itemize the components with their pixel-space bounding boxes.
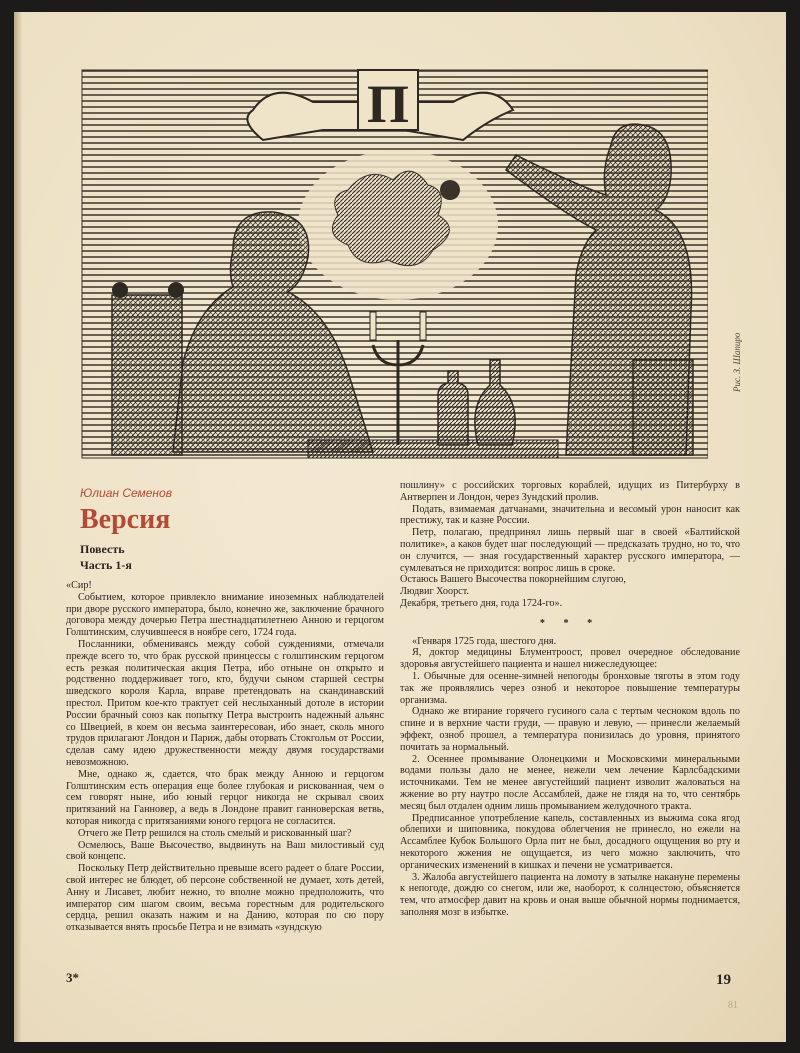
paragraph: 2. Осеннее промывание Олонецкими и Московскими минеральными водами пользы дало не менее, нежели чем лечение Карлсбадскими источниками. Тем не менее августейший пациент изволит жаловаться на жжение во рту наутро после Ассамблей, даже не глядя на то, что сентябрь месяц был отдален одним лишь промыванием желудочного тракта.: [400, 753, 740, 812]
paragraph: Мне, однако ж, сдается, что брак между Анною и герцогом Голштинским есть операция еще более глубокая и рискованная, чем о сем говорят ныне, ибо юный герцог никогда не скрывал своих притязаний на Ганновер, а ведь в Лондоне правит ганноверская ветвь, которая никогда с притязаниями юного герцога не согласится.: [66, 768, 384, 827]
closing-line: Остаюсь Вашего Высочества покорнейшим слугою,: [400, 574, 626, 586]
paragraph: Однако же втирание горячего гусиного сала с тертым чесноком вдоль по спине и в верхние части груди, — правую и левую, — принесли желаемый эффект, озноб прошел, а температура понизилась до уровня, принятого почитать за нормальный.: [400, 706, 740, 753]
page-spine-shadow: [14, 12, 22, 1042]
initial-letter: П: [366, 74, 410, 134]
article-title: Версия: [80, 504, 171, 535]
paragraph: Петр, полагаю, предпринял лишь первый шаг в своей «Балтийской политике», а каков будет шаг последующий — предсказать трудно, но то, что он случится, — зная государственный характер русского императора, — сумлеваться не приходится: вопрос лишь в сроке.: [400, 527, 740, 574]
letter-signature: Людвиг Хоорст.: [400, 586, 469, 598]
left-text-column: [66, 580, 384, 934]
paragraph: 1. Обычные для осенне-зимней непогоды бронховые тяготы в этом году так же проявлялись через озноб и некоторое повышение температуры организма.: [400, 670, 740, 706]
section-separator: * * *: [539, 617, 601, 629]
author-name: Юлиан Семенов: [80, 486, 172, 500]
paragraph: «Сир!: [66, 580, 92, 591]
illustration-credit: Рис. З. Шапиро: [732, 332, 742, 392]
article-subtitle: Повесть: [80, 542, 125, 556]
paragraph: «Генваря 1725 года, шестого дня.: [412, 635, 557, 647]
paragraph: Предписанное употребление капель, составленных из выжима сока ягод облепихи и шиповника, покудова облегчения не принесло, но ежели на Ассамблее Кубок Большого Орла пит не был, досадного ощущения во рту и некоторого жжения не ощущается, из чего можно заключить, что органических изменений в кишках и печени не усматривается.: [400, 812, 740, 871]
paragraph: Событием, которое привлекло внимание иноземных наблюдателей при дворе русского императора, было, конечно же, заключение брачного договора между дочерью Петра шестнадцатилетнею Анною и герцогом Голштинским, случившееся в ноябре сего, 1724 года.: [66, 591, 384, 639]
chair-left: [112, 295, 182, 455]
paragraph: пошлину» с российских торговых кораблей, идущих из Питербурху в Антверпен и Лондон, через Зундский пролив.: [400, 480, 740, 503]
right-text-column: [400, 480, 740, 919]
paragraph: Осмелюсь, Ваше Высочество, выдвинуть на Ваш милостивый суд свой концепс.: [66, 839, 384, 863]
paragraph: Поскольку Петр действительно превыше всего радеет о благе России, свой интерес не блюдет, об персоне собственной не думает, хоть детей, Анну и Лисавет, любит нежно, то вполне можно предположить, что император сим шагом своим, весьма горестным для родительского сердца, решил оказать нажим и на Данию, которая по сю пору отказывается внять просьбе Петра и не взимать «зундскую: [66, 863, 384, 934]
paragraph: Отчего же Петр решился на столь смелый и рискованный шаг?: [78, 827, 352, 839]
pencil-note: 81: [728, 1000, 738, 1011]
signature-mark: 3*: [66, 970, 79, 985]
article-part: Часть 1-я: [80, 558, 132, 572]
paragraph: Я, доктор медицины Блументроост, провел очередное обследование здоровья августейшего пациента и нашел нижеследующее:: [400, 647, 740, 671]
paragraph: 3. Жалоба августейшего пациента на ломоту в затылке накануне перемены к непогоде, дождю со снегом, или же, наоборот, к солнцестою, объясняется тем, что атмосфер давит на кровь и оная выше обычной нормы поднимается, заполняя мозг в избытке.: [400, 871, 740, 918]
paragraph: Подать, взимаемая датчанами, значительна и весомый урон наносит как престижу, так и казне России.: [400, 503, 740, 527]
page-number: 19: [716, 972, 731, 988]
magazine-page: [14, 12, 786, 1042]
story-illustration: [68, 50, 708, 470]
paragraph: Посланники, обмениваясь между собой суждениями, отмечали прежде всего то, что брак русской принцессы с голштинским герцогом есть резкая политическая акция Петра, ибо отныне он открыто и родственно поддерживает того, кто, будучи сыном старшей сестры шведского короля Карла, вправе претендовать на скандинавский престол. Притом кое-кто трактует сей неслыханный дотоле в истории России брачный союз как попытку Петра выстроить надежный альянс со Швецией, в коем он весьма заинтересован, ибо знает, сколь много трудов прилагают Лондон и Париж, дабы оторвать Стокгольм от России, сделав саму идею дружественности между двумя государствами невозможною.: [66, 638, 384, 768]
letter-date: Декабря, третьего дня, года 1724-го».: [400, 597, 563, 609]
